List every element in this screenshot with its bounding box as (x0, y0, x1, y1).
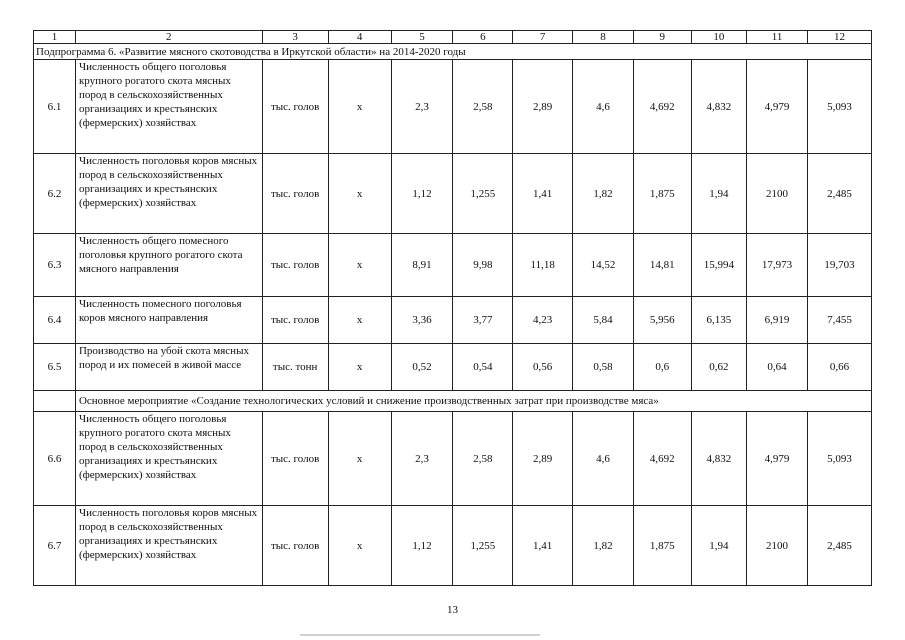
value-cell: 4,6 (573, 412, 634, 506)
unit-cell: тыс. тонн (262, 344, 328, 391)
value-cell: 4,832 (691, 412, 747, 506)
unit-cell: тыс. голов (262, 154, 328, 234)
value-cell: 7,455 (807, 297, 871, 344)
value-cell: 0,66 (807, 344, 871, 391)
table-row (34, 297, 872, 344)
value-cell: 6,919 (747, 297, 808, 344)
value-cell: 5,093 (807, 60, 871, 154)
value-cell: 5,84 (573, 297, 634, 344)
subsection-spacer (34, 391, 76, 412)
value-cell: 2,58 (453, 412, 513, 506)
value-cell: 1,41 (513, 506, 573, 586)
table-row (34, 154, 872, 234)
value-cell: 0,54 (453, 344, 513, 391)
section-title: Подпрограмма 6. «Развитие мясного скотоводства в Иркутской области» на 2014-2020 годы (34, 44, 872, 60)
header-cell: 2 (75, 31, 262, 44)
header-cell: 11 (747, 31, 808, 44)
column-4-cell: х (328, 234, 391, 297)
value-cell: 14,81 (633, 234, 691, 297)
indicator-name: Численность общего поголовья крупного рогатого скота мясных пород в сельскохозяйственных организациях и крестьянских (фермерских) хозяйствах (75, 60, 262, 154)
page-number: 13 (447, 604, 458, 616)
indicator-name: Производство на убой скота мясных пород и их помесей в живой массе (75, 344, 262, 391)
unit-cell: тыс. голов (262, 412, 328, 506)
row-number: 6.5 (34, 344, 76, 391)
value-cell: 4,6 (573, 60, 634, 154)
value-cell: 1,255 (453, 506, 513, 586)
table-row (34, 506, 872, 586)
value-cell: 1,82 (573, 506, 634, 586)
indicator-name: Численность общего поголовья крупного рогатого скота мясных пород в сельскохозяйственных организациях и крестьянских (фермерских) хозяйствах (75, 412, 262, 506)
value-cell: 1,875 (633, 506, 691, 586)
table-row (34, 344, 872, 391)
header-cell: 10 (691, 31, 747, 44)
value-cell: 11,18 (513, 234, 573, 297)
column-4-cell: х (328, 344, 391, 391)
indicators-table (33, 30, 872, 586)
unit-cell: тыс. голов (262, 297, 328, 344)
header-cell: 8 (573, 31, 634, 44)
table-row (34, 60, 872, 154)
value-cell: 2,485 (807, 506, 871, 586)
value-cell: 5,956 (633, 297, 691, 344)
header-cell: 12 (807, 31, 871, 44)
value-cell: 1,255 (453, 154, 513, 234)
header-cell: 6 (453, 31, 513, 44)
value-cell: 2100 (747, 506, 808, 586)
row-number: 6.6 (34, 412, 76, 506)
value-cell: 14,52 (573, 234, 634, 297)
value-cell: 0,58 (573, 344, 634, 391)
value-cell: 2,58 (453, 60, 513, 154)
value-cell: 19,703 (807, 234, 871, 297)
value-cell: 9,98 (453, 234, 513, 297)
header-cell: 1 (34, 31, 76, 44)
value-cell: 1,82 (573, 154, 634, 234)
header-cell: 7 (513, 31, 573, 44)
value-cell: 1,94 (691, 506, 747, 586)
column-4-cell: х (328, 506, 391, 586)
header-cell: 4 (328, 31, 391, 44)
value-cell: 2,3 (391, 60, 453, 154)
indicator-name: Численность поголовья коров мясных пород в сельскохозяйственных организациях и крестьянских (фермерских) хозяйствах (75, 506, 262, 586)
row-number: 6.2 (34, 154, 76, 234)
value-cell: 1,12 (391, 506, 453, 586)
indicator-name: Численность общего помесного поголовья крупного рогатого скота мясного направления (75, 234, 262, 297)
subsection-title: Основное мероприятие «Создание технологических условий и снижение производственных затрат при производстве мяса» (75, 391, 871, 412)
header-cell: 5 (391, 31, 453, 44)
value-cell: 0,64 (747, 344, 808, 391)
value-cell: 1,41 (513, 154, 573, 234)
row-number: 6.4 (34, 297, 76, 344)
value-cell: 6,135 (691, 297, 747, 344)
row-number: 6.1 (34, 60, 76, 154)
unit-cell: тыс. голов (262, 506, 328, 586)
header-row (34, 31, 872, 44)
value-cell: 4,979 (747, 60, 808, 154)
value-cell: 1,12 (391, 154, 453, 234)
value-cell: 2,89 (513, 60, 573, 154)
value-cell: 0,6 (633, 344, 691, 391)
value-cell: 5,093 (807, 412, 871, 506)
value-cell: 4,692 (633, 412, 691, 506)
value-cell: 0,56 (513, 344, 573, 391)
section-row (34, 44, 872, 60)
value-cell: 2,485 (807, 154, 871, 234)
value-cell: 8,91 (391, 234, 453, 297)
indicator-name: Численность помесного поголовья коров мясного направления (75, 297, 262, 344)
header-cell: 9 (633, 31, 691, 44)
unit-cell: тыс. голов (262, 60, 328, 154)
row-number: 6.7 (34, 506, 76, 586)
column-4-cell: х (328, 412, 391, 506)
subsection-row (34, 391, 872, 412)
value-cell: 0,62 (691, 344, 747, 391)
value-cell: 2,89 (513, 412, 573, 506)
value-cell: 1,875 (633, 154, 691, 234)
row-number: 6.3 (34, 234, 76, 297)
header-cell: 3 (262, 31, 328, 44)
value-cell: 3,77 (453, 297, 513, 344)
value-cell: 2100 (747, 154, 808, 234)
scan-artifact (300, 634, 540, 636)
value-cell: 4,692 (633, 60, 691, 154)
indicator-name: Численность поголовья коров мясных пород в сельскохозяйственных организациях и крестьянских (фермерских) хозяйствах (75, 154, 262, 234)
value-cell: 4,832 (691, 60, 747, 154)
value-cell: 4,979 (747, 412, 808, 506)
value-cell: 2,3 (391, 412, 453, 506)
value-cell: 4,23 (513, 297, 573, 344)
unit-cell: тыс. голов (262, 234, 328, 297)
table-row (34, 412, 872, 506)
value-cell: 3,36 (391, 297, 453, 344)
column-4-cell: х (328, 60, 391, 154)
table-row (34, 234, 872, 297)
column-4-cell: х (328, 154, 391, 234)
value-cell: 0,52 (391, 344, 453, 391)
value-cell: 17,973 (747, 234, 808, 297)
value-cell: 15,994 (691, 234, 747, 297)
column-4-cell: х (328, 297, 391, 344)
value-cell: 1,94 (691, 154, 747, 234)
